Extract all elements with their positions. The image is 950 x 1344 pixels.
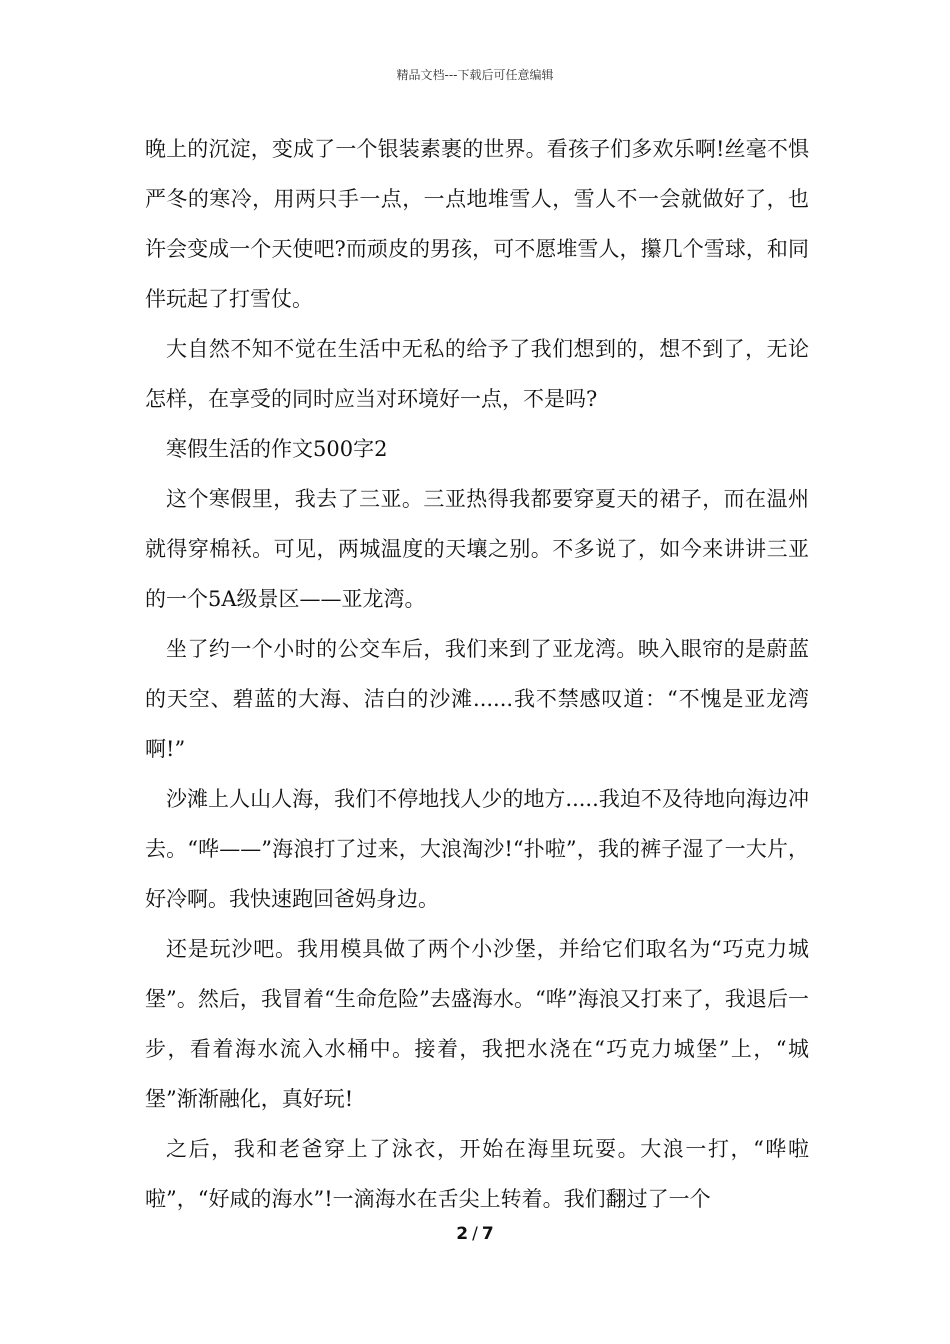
page-number [0, 1224, 950, 1244]
document-body [145, 124, 809, 1224]
paragraph: 坐了约一个小时的公交车后，我们来到了亚龙湾。映入眼帘的是蔚蓝的天空、碧蓝的大海、洁白的沙滩......我不禁感叹道：“不愧是亚龙湾啊!” [145, 637, 809, 761]
total-page-count: 7 [481, 1224, 494, 1244]
current-page-number: 2 [456, 1224, 469, 1244]
paragraph: 沙滩上人山人海，我们不停地找人少的地方.....我迫不及待地向海边冲去。“哗——”海浪打了过来，大浪淘沙!“扑啦”，我的裤子湿了一大片，好冷啊。我快速跑回爸妈身边。 [145, 787, 809, 911]
paragraph: 这个寒假里，我去了三亚。三亚热得我都要穿夏天的裙子，而在温州就得穿棉袄。可见，两城温度的天壤之别。不多说了，如今来讲讲三亚的一个5A级景区——亚龙湾。 [145, 487, 809, 611]
section-heading: 寒假生活的作文500字2 [166, 437, 388, 461]
paragraph: 之后，我和老爸穿上了泳衣，开始在海里玩耍。大浪一打，“哗啦啦”，“好咸的海水”!一滴海水在舌尖上转着。我们翻过了一个 [145, 1137, 809, 1211]
page-separator: / [472, 1224, 478, 1244]
paragraph: 还是玩沙吧。我用模具做了两个小沙堡，并给它们取名为“巧克力城堡”。然后，我冒着“生命危险”去盛海水。“哗”海浪又打来了，我退后一步，看着海水流入水桶中。接着，我把水浇在“巧克力城堡”上，“城堡”渐渐融化，真好玩! [145, 937, 809, 1111]
page-header: 精品文档---下载后可任意编辑 [396, 68, 554, 82]
paragraph: 大自然不知不觉在生活中无私的给予了我们想到的，想不到了，无论怎样，在享受的同时应当对环境好一点，不是吗? [145, 337, 809, 411]
paragraph: 晚上的沉淀，变成了一个银装素裹的世界。看孩子们多欢乐啊!丝毫不惧严冬的寒冷，用两只手一点，一点地堆雪人，雪人不一会就做好了，也许会变成一个天使吧?而顽皮的男孩，可不愿堆雪人，攥几个雪球，和同伴玩起了打雪仗。 [145, 137, 809, 311]
